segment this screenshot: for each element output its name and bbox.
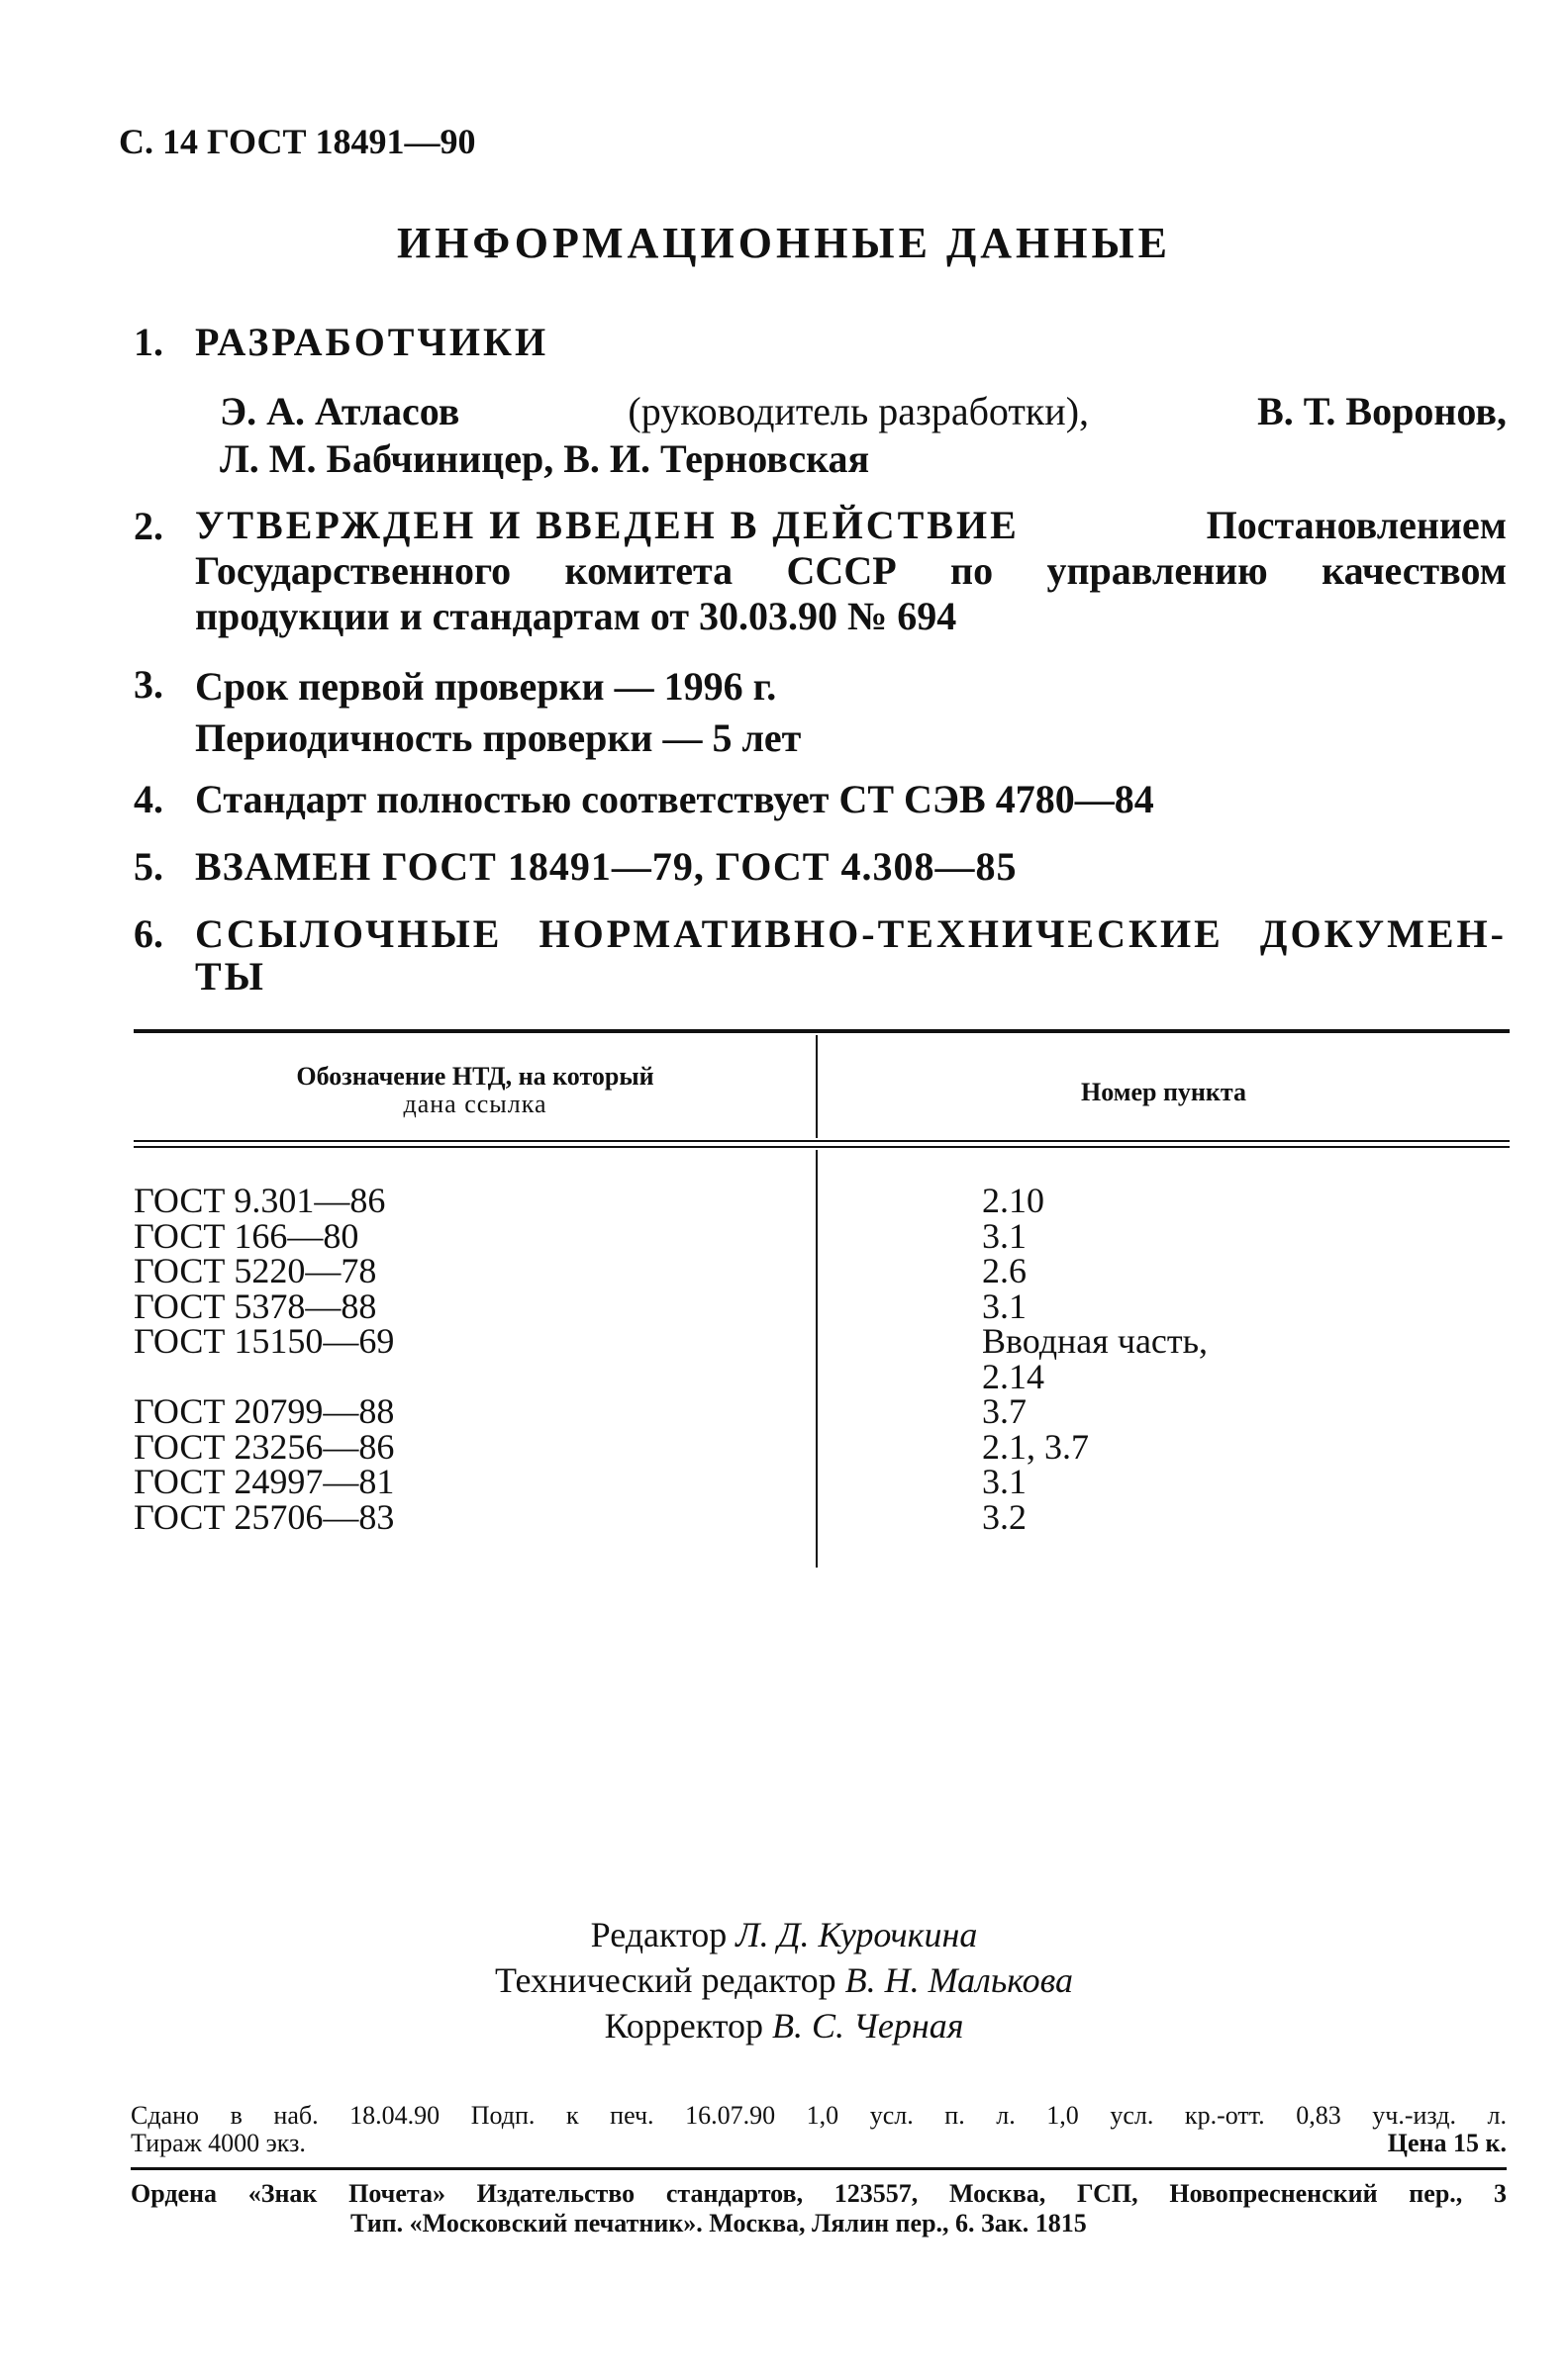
table-cell-clause-1: 2.10 <box>982 1181 1044 1220</box>
table-cell-designation-5: ГОСТ 15150—69 <box>134 1321 395 1361</box>
table-cell-clause-6: 2.14 <box>982 1356 1044 1396</box>
imprint-rule <box>131 2167 1507 2170</box>
table-cell-clause-7: 3.7 <box>982 1391 1027 1431</box>
imprint-block <box>131 2102 1507 2157</box>
table-cell-designation-9: ГОСТ 24997—81 <box>134 1462 395 1501</box>
table-cell-designation-2: ГОСТ 166—80 <box>134 1215 359 1256</box>
approval-heading: УТВЕРЖДЕН И ВВЕДЕН В ДЕЙСТВИЕ <box>195 503 1020 547</box>
tech-editor-name: В. Н. Малькова <box>844 1960 1074 2000</box>
item-number-2: 2. <box>134 504 163 548</box>
check-period <box>195 661 801 764</box>
imprint-circulation: Тираж 4000 экз. <box>131 2129 306 2157</box>
item-number-1: 1. <box>134 320 163 364</box>
corrector-label: Корректор <box>604 2006 764 2046</box>
table-cell-designation-7: ГОСТ 20799—88 <box>134 1391 395 1431</box>
publisher-line1: Ордена «Знак Почета» Издательство стандартов, 123557, Москва, ГСП, Новопресненский пер., 3 <box>131 2179 1507 2208</box>
table-cell-clause-8: 2.1, 3.7 <box>982 1426 1089 1467</box>
table-column-designation <box>134 1181 787 1537</box>
table-cell-clause-10: 3.2 <box>982 1496 1027 1537</box>
editor-label: Редактор <box>590 1915 728 1954</box>
table-cell-designation-1: ГОСТ 9.301—86 <box>134 1181 386 1220</box>
item-number-4: 4. <box>134 777 163 821</box>
developers-heading: РАЗРАБОТЧИКИ <box>195 320 549 364</box>
tech-editor-credit <box>0 1957 1568 2003</box>
imprint-price: Цена 15 к. <box>1387 2129 1507 2157</box>
table-cell-clause-3: 2.6 <box>982 1251 1027 1290</box>
table-header-col2: Номер пункта <box>1081 1078 1246 1106</box>
item-number-5: 5. <box>134 844 163 889</box>
tech-editor-label: Технический редактор <box>494 1960 836 2000</box>
references-heading-line2: ТЫ <box>195 954 266 999</box>
approval-text-2: Государственного комитета СССР по управлению качеством <box>195 548 1507 593</box>
publisher-line2: Тип. «Московский печатник». Москва, Лялин пер., 6. Зак. 1815 <box>350 2209 1087 2237</box>
page-title: ИНФОРМАЦИОННЫЕ ДАННЫЕ <box>396 219 1172 267</box>
editor-credit <box>0 1912 1568 1957</box>
approval-text-3: продукции и стандартам от 30.03.90 № 694 <box>195 594 957 638</box>
page-header: С. 14 ГОСТ 18491—90 <box>119 122 476 161</box>
developer-role: (руководитель разработки), <box>628 389 1090 433</box>
table-cell-designation-6 <box>134 1360 787 1395</box>
references-heading-line1: ССЫЛОЧНЫЕ НОРМАТИВНО-ТЕХНИЧЕСКИЕ ДОКУМЕН- <box>195 911 1507 956</box>
developer-2: В. Т. Воронов, <box>1257 389 1507 433</box>
table-cell-designation-4: ГОСТ 5378—88 <box>134 1285 377 1326</box>
editor-name: Л. Д. Курочкина <box>735 1915 978 1954</box>
table-cell-clause-9: 3.1 <box>982 1462 1027 1501</box>
table-header-col1-line1: Обозначение НТД, на который <box>296 1062 654 1091</box>
developers-list <box>220 388 1507 483</box>
table-header-rule-1 <box>134 1140 1510 1142</box>
item-number-3: 3. <box>134 662 163 707</box>
table-header-col1 <box>134 1063 817 1118</box>
developer-lead: Э. А. Атласов <box>220 389 460 433</box>
corrector-name: В. С. Черная <box>772 2006 964 2046</box>
table-cell-designation-8: ГОСТ 23256—86 <box>134 1426 395 1467</box>
imprint-line1: Сдано в наб. 18.04.90 Подп. к печ. 16.07.90 1,0 усл. п. л. 1,0 усл. кр.-отт. 0,83 уч.-изд. л. <box>131 2101 1507 2130</box>
approval-text-1: Постановлением <box>1206 503 1507 547</box>
standard-compliance: Стандарт полностью соответствует СТ СЭВ 4780—84 <box>195 777 1154 821</box>
item-number-6: 6. <box>134 911 163 956</box>
table-top-rule <box>134 1029 1510 1033</box>
table-header-rule-2 <box>134 1146 1510 1148</box>
table-cell-clause-5: Вводная часть, <box>982 1321 1209 1361</box>
table-cell-clause-2: 3.1 <box>982 1215 1027 1256</box>
table-body-divider <box>816 1150 818 1568</box>
table-cell-designation-10: ГОСТ 25706—83 <box>134 1496 395 1537</box>
publisher-block <box>131 2179 1507 2238</box>
replaces-statement: ВЗАМЕН ГОСТ 18491—79, ГОСТ 4.308—85 <box>195 844 1018 889</box>
approval-statement <box>195 503 1507 639</box>
references-heading <box>195 910 1507 1000</box>
table-cell-designation-3: ГОСТ 5220—78 <box>134 1251 377 1290</box>
table-column-clause <box>982 1181 1497 1537</box>
table-cell-clause-4: 3.1 <box>982 1285 1027 1326</box>
developers-line2: Л. М. Бабчиницер, В. И. Терновская <box>220 436 870 481</box>
check-first: Срок первой проверки — 1996 г. <box>195 664 777 709</box>
check-periodicity: Периодичность проверки — 5 лет <box>195 715 802 760</box>
table-header-col1-line2: дана ссылка <box>403 1090 547 1118</box>
corrector-credit <box>0 2003 1568 2048</box>
